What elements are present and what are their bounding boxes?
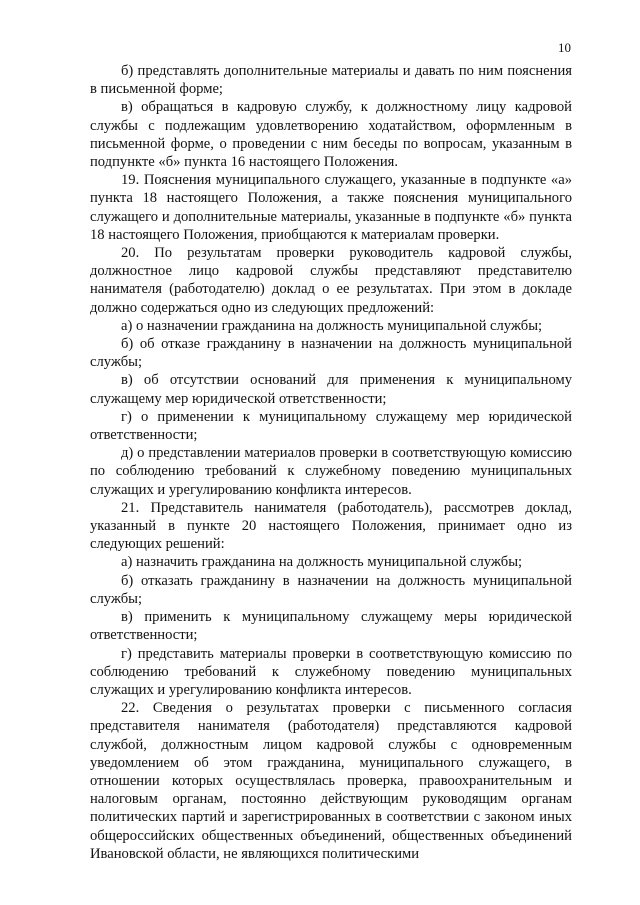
- paragraph-21v: в) применить к муниципальному служащему меры юридической ответственности;: [90, 609, 572, 644]
- paragraph-19: 19. Пояснения муниципального служащего, указанные в подпункте «а» пункта 18 настоящего Положения, а также пояснения муниципального служащего и дополнительные материалы, указанные в подпункте «б» пункта 18 настоящего Положения, приобщаются к материалам проверки.: [90, 172, 572, 243]
- paragraph-21g: г) представить материалы проверки в соответствующую комиссию по соблюдению требований к служебному поведению муниципальных служащих и урегулированию конфликта интересов.: [90, 645, 572, 698]
- paragraph-22: 22. Сведения о результатах проверки с письменного согласия представителя нанимателя (работодателя) представляются кадровой службой, должностным лицом кадровой службы с одновременным уведомлением об этом гражданина, муниципального служащего, в отношении которых осуществлялась проверка, правоохранительным и налоговым органам, постоянно действующим руководящим органам политических партий и зарегистрированных в соответствии с законом иных общероссийских общественных объединений, общественных объединений Ивановской области, не являющихся политическими: [90, 700, 572, 862]
- document-body: [90, 62, 572, 863]
- paragraph-18v: в) обращаться в кадровую службу, к должностному лицу кадровой службы с подлежащим удовлетворению ходатайством, оформленным в письменной форме, о проведении с ним беседы по вопросам, указанным в подпункте «б» пункта 16 настоящего Положения.: [90, 99, 572, 171]
- paragraph-21a: а) назначить гражданина на должность муниципальной службы;: [121, 554, 523, 571]
- paragraph-21b: б) отказать гражданину в назначении на должность муниципальной службы;: [90, 572, 572, 607]
- page-number: 10: [558, 40, 571, 55]
- paragraph-18b: б) представлять дополнительные материалы и давать по ним пояснения в письменной форме;: [90, 63, 572, 98]
- paragraph-20d: д) о представлении материалов проверки в соответствующую комиссию по соблюдению требований к служебному поведению муниципальных служащих и урегулированию конфликта интересов.: [90, 445, 572, 498]
- paragraph-20: 20. По результатам проверки руководитель кадровой службы, должностное лицо кадровой службы представляют представителю нанимателя (работодателю) доклад о ее результатах. При этом в докладе должно содержаться одно из следующих предложений:: [90, 245, 572, 316]
- paragraph-20b: б) об отказе гражданину в назначении на должность муниципальной службы;: [90, 336, 572, 371]
- paragraph-20g: г) о применении к муниципальному служащему мер юридической ответственности;: [90, 408, 572, 444]
- paragraph-20a: а) о назначении гражданина на должность муниципальной службы;: [121, 317, 543, 334]
- paragraph-20v: в) об отсутствии оснований для применения к муниципальному служащему мер юридической ответственности;: [90, 372, 572, 407]
- paragraph-21: 21. Представитель нанимателя (работодатель), рассмотрев доклад, указанный в пункте 20 настоящего Положения, принимает одно из следующих решений:: [90, 499, 572, 553]
